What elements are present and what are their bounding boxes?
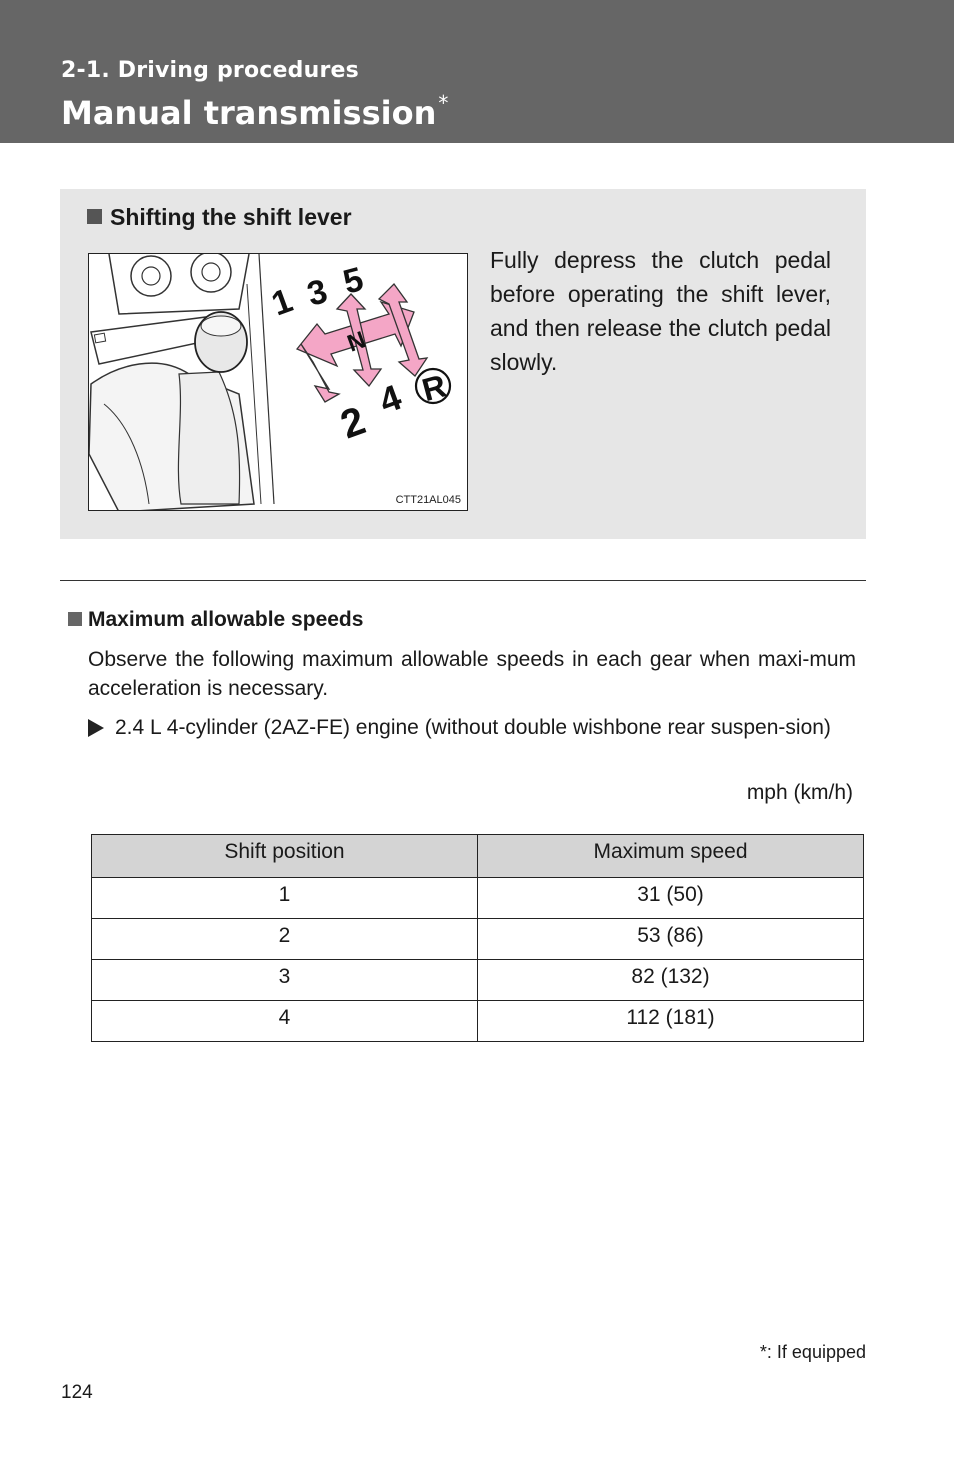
vent-dial-left (131, 256, 171, 296)
shift-lever-drawing (89, 254, 468, 511)
table-row (92, 919, 864, 960)
table-header-row (92, 835, 864, 878)
shifting-instruction: Fully depress the clutch pedal before operating the shift lever, and then release the clutch pedal slowly. (490, 247, 831, 375)
gear-label-3: 3 (303, 272, 332, 314)
page-title-text: Manual transmission (61, 94, 437, 132)
engine-note-text: 2.4 L 4-cylinder (2AZ-FE) engine (without double wishbone rear suspen-sion) (115, 716, 831, 739)
section-divider (60, 580, 866, 581)
square-bullet-icon (68, 612, 82, 626)
shifting-heading (87, 204, 352, 231)
figure-code: CTT21AL045 (395, 494, 461, 506)
panel-button (94, 333, 105, 343)
shifting-heading-text: Shifting the shift lever (110, 204, 352, 230)
maximum-speed-cell: 112 (181) (478, 1001, 864, 1042)
table-row (92, 960, 864, 1001)
shift-position-cell: 1 (92, 878, 478, 919)
gear-label-n: N (343, 326, 370, 358)
console-outline (109, 254, 249, 314)
speed-unit-label: mph (km/h) (746, 781, 853, 804)
engine-note (88, 713, 856, 742)
maximum-speed-cell: 53 (86) (478, 919, 864, 960)
shift-position-cell: 4 (92, 1001, 478, 1042)
max-speeds-heading-text: Maximum allowable speeds (88, 608, 364, 631)
page-number: 124 (61, 1382, 93, 1403)
equipment-footnote: *: If equipped (759, 1342, 866, 1362)
max-speeds-intro: Observe the following maximum allowable speeds in each gear when maxi-mum acceleration is necessary. (88, 648, 856, 700)
column-header-maximum-speed: Maximum speed (478, 835, 864, 878)
page-title (61, 91, 448, 132)
equipment-mark: * (438, 91, 449, 115)
table-row (92, 878, 864, 919)
max-speed-table (91, 834, 864, 1042)
gear-label-1: 1 (266, 281, 298, 324)
section-label: 2-1. Driving procedures (61, 58, 359, 83)
maximum-speed-cell: 82 (132) (478, 960, 864, 1001)
triangle-bullet-icon (88, 719, 104, 737)
gear-label-5: 5 (339, 260, 368, 302)
vent-dial-right (191, 254, 231, 292)
square-bullet-icon (87, 209, 102, 224)
chapter-header (0, 0, 954, 143)
column-header-shift-position: Shift position (92, 835, 478, 878)
knob-top (201, 316, 241, 336)
max-speeds-heading (68, 608, 363, 632)
maximum-speed-cell: 31 (50) (478, 878, 864, 919)
table-row (92, 1001, 864, 1042)
gear-label-2: 2 (335, 398, 371, 448)
shift-position-cell: 2 (92, 919, 478, 960)
gear-label-4: 4 (373, 376, 407, 422)
shift-pattern-illustration (88, 253, 468, 511)
vent-dial-left-inner (142, 267, 160, 285)
gear-labels (267, 260, 450, 447)
shift-position-cell: 3 (92, 960, 478, 1001)
gear-label-r: R (418, 367, 450, 409)
vent-dial-right-inner (202, 263, 220, 281)
